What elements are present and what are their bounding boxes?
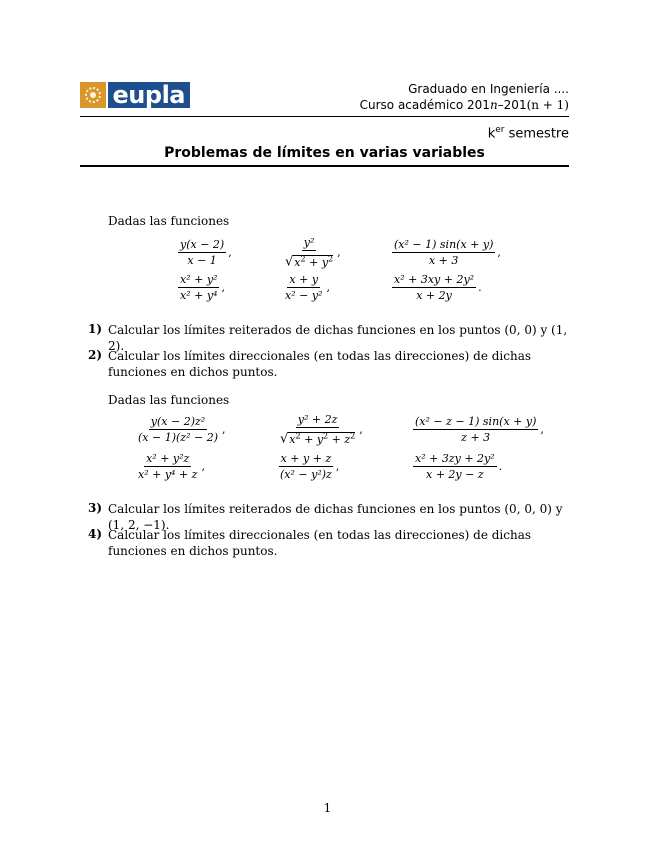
set1-f6: $\frac{\text{x² + 3xy + 2y²}}{x + 2y}$ . xyxy=(394,273,482,302)
problem-3-text: Calcular los límites reiterados de dichas funciones en los puntos (0, 0, 0) y (1, 2, −1). xyxy=(108,502,563,532)
set1-f1: $\frac{y(x - 2)}{x - 1}$ , xyxy=(180,238,232,267)
problem-2-text: Calcular los límites direccionales (en todas las direcciones) de dichas funciones en dichos puntos. xyxy=(108,349,532,379)
page-title: Problemas de límites en varias variables xyxy=(164,145,485,161)
set2-f5: $\frac{x + y + z}{\text{(x² − y²)z}}$ , xyxy=(280,452,340,481)
university-seal-icon xyxy=(80,82,106,108)
set2-f4: $\frac{\text{x² + y²z}}{\text{x² + y⁴ + z}}$ , xyxy=(138,452,205,481)
title-rule xyxy=(80,165,569,167)
problem-1-text: Calcular los límites reiterados de dichas funciones en los puntos (0, 0) y (1, 2). xyxy=(108,323,568,353)
set1-f4: $\frac{\text{x² + y²}}{\text{x² + y⁴}}$ , xyxy=(180,273,225,302)
set2-f3: $\frac{\text{(x² − z − 1) sin(x + y)}}{z + 3}$ , xyxy=(415,415,544,444)
set2-f6: $\frac{\text{x² + 3zy + 2y²}}{x + 2y - z}$ . xyxy=(415,452,503,481)
logo-wordmark: eupla xyxy=(108,82,190,108)
header-rule xyxy=(80,116,569,117)
set1-f2: $\frac{\text{y²}}{√x^2 + y^2}$ , xyxy=(285,236,341,270)
set1-f5: $\frac{x + y}{\text{x² − y²}}$ , xyxy=(285,273,330,302)
degree-line: Graduado en Ingeniería .... xyxy=(408,82,569,96)
problem-1-number: 1) xyxy=(88,322,103,336)
problem-2-number: 2) xyxy=(88,348,103,362)
eupla-logo xyxy=(80,80,190,110)
set2-f2: $\frac{\text{y² + 2z}}{√x^2 + y^2 + z^2}$ , xyxy=(280,413,363,447)
problem-4-text: Calcular los límites direccionales (en todas las direcciones) de dichas funciones en dichos puntos. xyxy=(108,528,532,558)
semester-line: $k^{er}$ semestre xyxy=(487,125,569,142)
course-line: Curso académico 201n–201(n + 1) xyxy=(359,98,569,112)
intro-first-set: Dadas las funciones xyxy=(108,214,230,228)
intro-second-set: Dadas las funciones xyxy=(108,393,230,407)
set2-f1: $\frac{\text{y(x − 2)z²}}{\text{(x − 1)(z² − 2)}}$ , xyxy=(138,415,226,444)
set1-f3: $\frac{\text{(x² − 1) sin(x + y)}}{x + 3}$ , xyxy=(394,238,501,267)
page-number: 1 xyxy=(323,801,332,815)
problem-3-number: 3) xyxy=(88,501,103,515)
problem-4-number: 4) xyxy=(88,527,103,541)
